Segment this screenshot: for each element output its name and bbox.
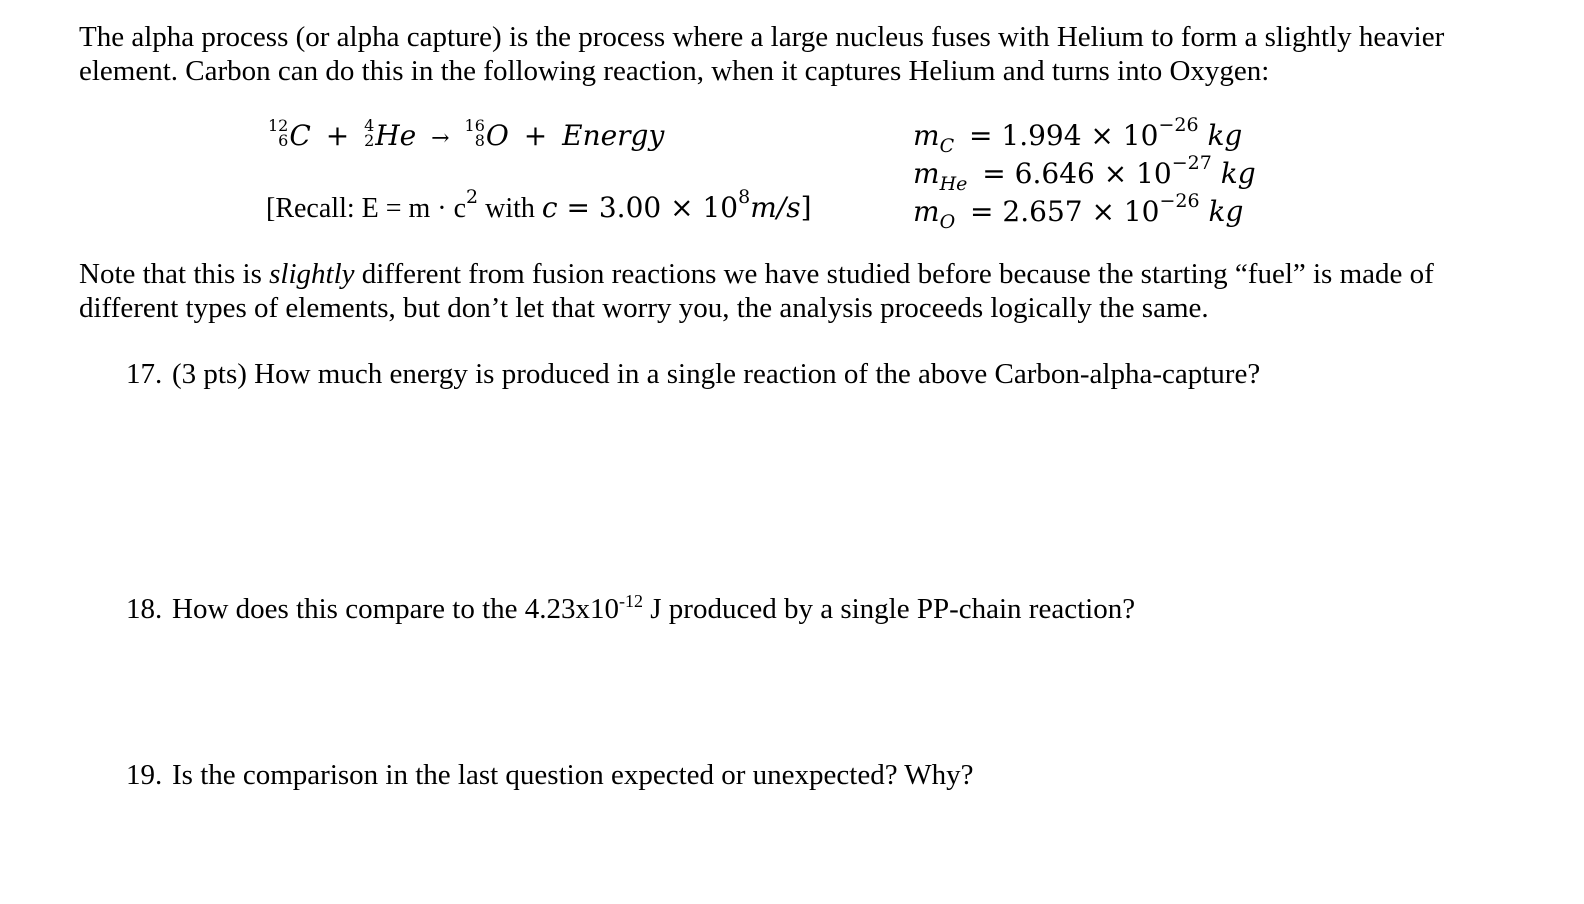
mass-carbon-unit: kg — [1207, 119, 1243, 152]
mass-carbon-value: = 1.994 × 10 — [969, 119, 1159, 152]
mass-symbol: m — [913, 157, 940, 190]
mass-helium — [913, 152, 1256, 195]
recall-with: with — [478, 193, 542, 224]
recall-prefix: [Recall: E = m · c — [266, 193, 467, 224]
mass-oxygen-value: = 2.657 × 10 — [970, 195, 1160, 228]
intro-paragraph — [79, 20, 1444, 88]
c-squared-exponent: 2 — [466, 186, 479, 208]
question-text: Is the comparison in the last question expected or unexpected? Why? — [172, 759, 974, 791]
note-paragraph — [79, 257, 1434, 325]
mass-carbon-exponent: −26 — [1158, 114, 1199, 136]
question-18 — [126, 592, 1135, 626]
note-line-2: different types of elements, but don’t let that worry you, the analysis proceeds logically the same. — [79, 292, 1209, 324]
speed-of-light-value: = 3.00 × 10 — [557, 191, 739, 224]
mass-carbon — [913, 114, 1256, 157]
note-text-before: Note that this is — [79, 258, 270, 290]
helium-symbol: He — [375, 119, 417, 152]
recall-suffix: ] — [800, 191, 812, 224]
carbon-atomic-number: 6 — [278, 130, 289, 150]
speed-of-light-exponent: 8 — [738, 186, 751, 208]
helium-4-nuclide — [364, 115, 417, 153]
note-emphasis: slightly — [269, 258, 355, 290]
note-line-1 — [79, 257, 1434, 291]
question-text: (3 pts) How much energy is produced in a single reaction of the above Carbon-alpha-capture? — [172, 358, 1261, 390]
oxygen-mass-number: 16 — [464, 115, 485, 135]
helium-atomic-number: 2 — [364, 130, 375, 150]
carbon-symbol: C — [289, 119, 311, 152]
mass-subscript-carbon: C — [939, 135, 955, 157]
reaction-arrow: → — [431, 126, 450, 151]
oxygen-symbol: O — [485, 119, 509, 152]
helium-mass-number: 4 — [364, 115, 375, 135]
recall-formula — [266, 186, 812, 225]
speed-of-light-symbol: c — [541, 191, 558, 224]
question-text-before: How does this compare to the 4.23x10 — [172, 593, 620, 625]
mass-symbol: m — [913, 119, 940, 152]
intro-line-2: element. Carbon can do this in the following reaction, when it captures Helium and turns into Oxygen: — [79, 55, 1270, 87]
question-text-after: J produced by a single PP-chain reaction? — [643, 593, 1136, 625]
question-exponent: -12 — [619, 591, 644, 611]
question-number: 17. — [126, 358, 163, 390]
carbon-mass-number: 12 — [268, 115, 289, 135]
mass-helium-unit: kg — [1220, 157, 1256, 190]
mass-oxygen — [913, 190, 1256, 233]
oxygen-16-nuclide — [464, 115, 509, 153]
question-number: 18. — [126, 593, 163, 625]
mass-values — [913, 114, 1256, 233]
intro-line-1: The alpha process (or alpha capture) is the process where a large nucleus fuses with Helium to form a slightly heavier — [79, 21, 1445, 53]
question-17 — [126, 357, 1260, 391]
oxygen-atomic-number: 8 — [474, 130, 485, 150]
speed-of-light-unit: m/s — [750, 191, 801, 224]
mass-oxygen-unit: kg — [1208, 195, 1244, 228]
question-number: 19. — [126, 759, 163, 791]
alpha-capture-reaction — [268, 115, 665, 153]
question-19 — [126, 758, 974, 792]
mass-symbol: m — [913, 195, 940, 228]
note-text-after: different from fusion reactions we have studied before because the starting “fuel” is made of — [354, 258, 1434, 290]
carbon-12-nuclide — [268, 115, 311, 153]
mass-subscript-helium: He — [939, 173, 968, 195]
mass-helium-value: = 6.646 × 10 — [982, 157, 1172, 190]
energy-term: Energy — [562, 119, 665, 152]
mass-oxygen-exponent: −26 — [1159, 190, 1200, 212]
mass-helium-exponent: −27 — [1171, 152, 1212, 174]
plus-sign-2: + — [523, 119, 548, 152]
mass-subscript-oxygen: O — [939, 211, 956, 233]
plus-sign: + — [325, 119, 350, 152]
